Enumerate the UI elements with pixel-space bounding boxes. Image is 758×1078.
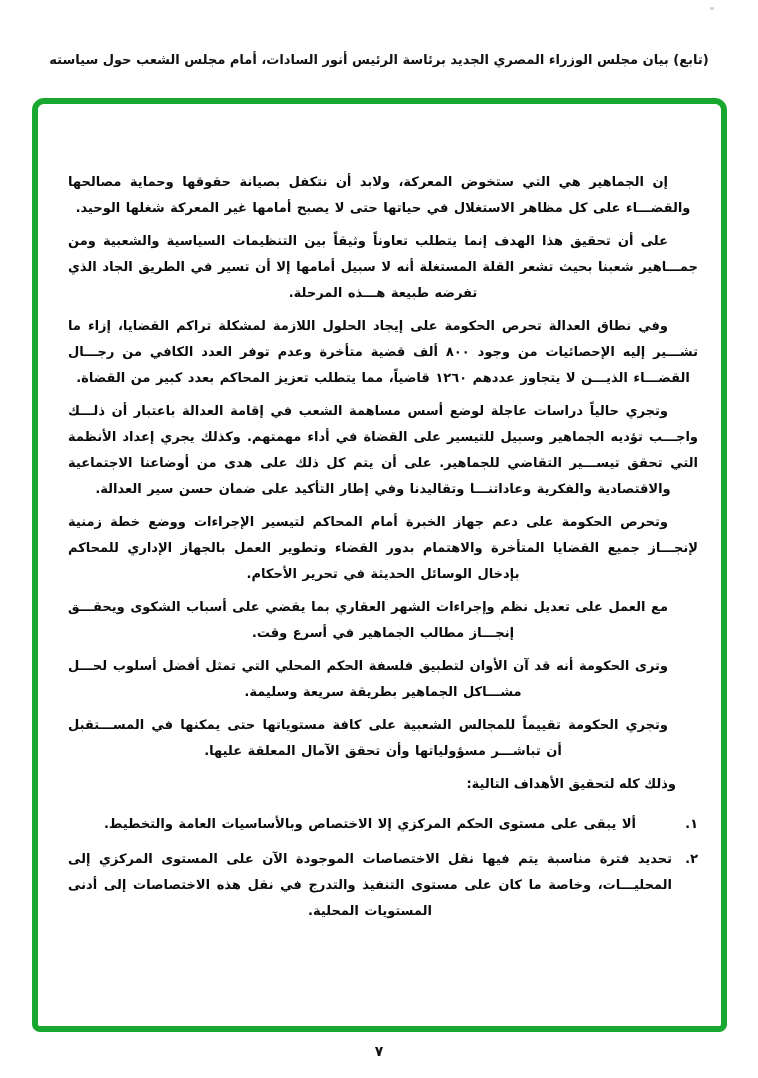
objective-item	[68, 812, 698, 838]
scan-speck	[710, 7, 714, 10]
page-header-title: (تابع) بيان مجلس الوزراء المصري الجديد برئاسة الرئيس أنور السادات، أمام مجلس الشعب حول سياسته	[49, 53, 709, 68]
page-number: ٧	[374, 1044, 384, 1060]
objective-text: ألا يبقى على مستوى الحكم المركزي إلا الاختصاص وبالأساسيات العامة والتخطيط.	[103, 817, 636, 832]
body-paragraph: على أن تحقيق هذا الهدف إنما يتطلب تعاوناً وثيقاً بين التنظيمات السياسية والشعبية ومن جمـــاهير شعبنا بحيث تشعر القلة المستغلة أنه لا سبيل أمامها إلا أن تسير في الطريق الجاد الذي تفرضه طبيعة هـــذه المرحلة.	[68, 234, 698, 301]
objective-number: ٢.	[685, 852, 698, 867]
body-paragraph: وتجري حالياً دراسات عاجلة لوضع أسس مساهمة الشعب في إقامة العدالة باعتبار أن ذلـــك واجـــب تؤديه الجماهير وسبيل للتيسير على القضاة في أداء مهمتهم. وكذلك يجري إعداد الأنظمة التي تحقق تيســـير التقاضي للجماهير. على أن يتم كل ذلك على هدى من أوضاعنا الاجتماعية والاقتصادية والفكرية وعاداتنـــا وتقاليدنا وفي إطار التأكيد على ضمان حسن سير العدالة.	[68, 404, 698, 497]
body-paragraph: وتحرص الحكومة على دعم جهاز الخبرة أمام المحاكم لتيسير الإجراءات ووضع خطة زمنية لإنجـــاز جميع القضايا المتأخرة والاهتمام بدور القضاء وتطوير العمل بالجهاز الإداري للمحاكم بإدخال الوسائل الحديثة في تحرير الأحكام.	[68, 515, 698, 582]
body-paragraph: وترى الحكومة أنه قد آن الأوان لتطبيق فلسفة الحكم المحلي التي تمثل أفضل أسلوب لحـــل مشـــاكل الجماهير بطريقة سريعة وسليمة.	[68, 659, 668, 700]
body-paragraph: وتجري الحكومة تقييماً للمجالس الشعبية على كافة مستوياتها حتى يمكنها في المســـتقبل أن تباشـــر مسؤولياتها وأن تحقق الآمال المعلقة عليها.	[68, 718, 668, 759]
objective-item	[68, 847, 698, 925]
objectives-lead-in: وذلك كله لتحقيق الأهداف التالية:	[466, 777, 676, 792]
objective-number: ١.	[685, 817, 698, 832]
body-paragraph: مع العمل على تعديل نظم وإجراءات الشهر العقاري بما يقضي على أسباب الشكوى ويحقـــق إنجـــاز مطالب الجماهير في أسرع وقت.	[68, 600, 668, 641]
body-paragraph: إن الجماهير هي التي ستخوض المعركة، ولابد أن نتكفل بصيانة حقوقها وحماية مصالحها والقضـــاء على كل مظاهر الاستغلال في حياتها حتى لا يصبح أمامها غير المعركة شغلها الوحيد.	[68, 175, 691, 216]
body-paragraph: وفي نطاق العدالة تحرص الحكومة على إيجاد الحلول اللازمة لمشكلة تراكم القضايا، إزاء ما تشـــير إليه الإحصائيات من وجود ٨٠٠ ألف قضية متأخرة وعدم توفر العدد الكافي من رجـــال القضـــاء الذيـــن لا يتجاوز عددهم ١٢٦٠ قاضياً، مما يتطلب تعزيز المحاكم بعدد كبير من القضاة.	[68, 319, 698, 386]
document-body	[68, 170, 698, 934]
objective-text: تحديد فترة مناسبة يتم فيها نقل الاختصاصات الموجودة الآن على المستوى المركزي إلى المحليـــات، وخاصة ما كان على مستوى التنفيذ والتدرج في نقل هذه الاختصاصات إلى أدنى المستويات المحلية.	[68, 852, 672, 919]
